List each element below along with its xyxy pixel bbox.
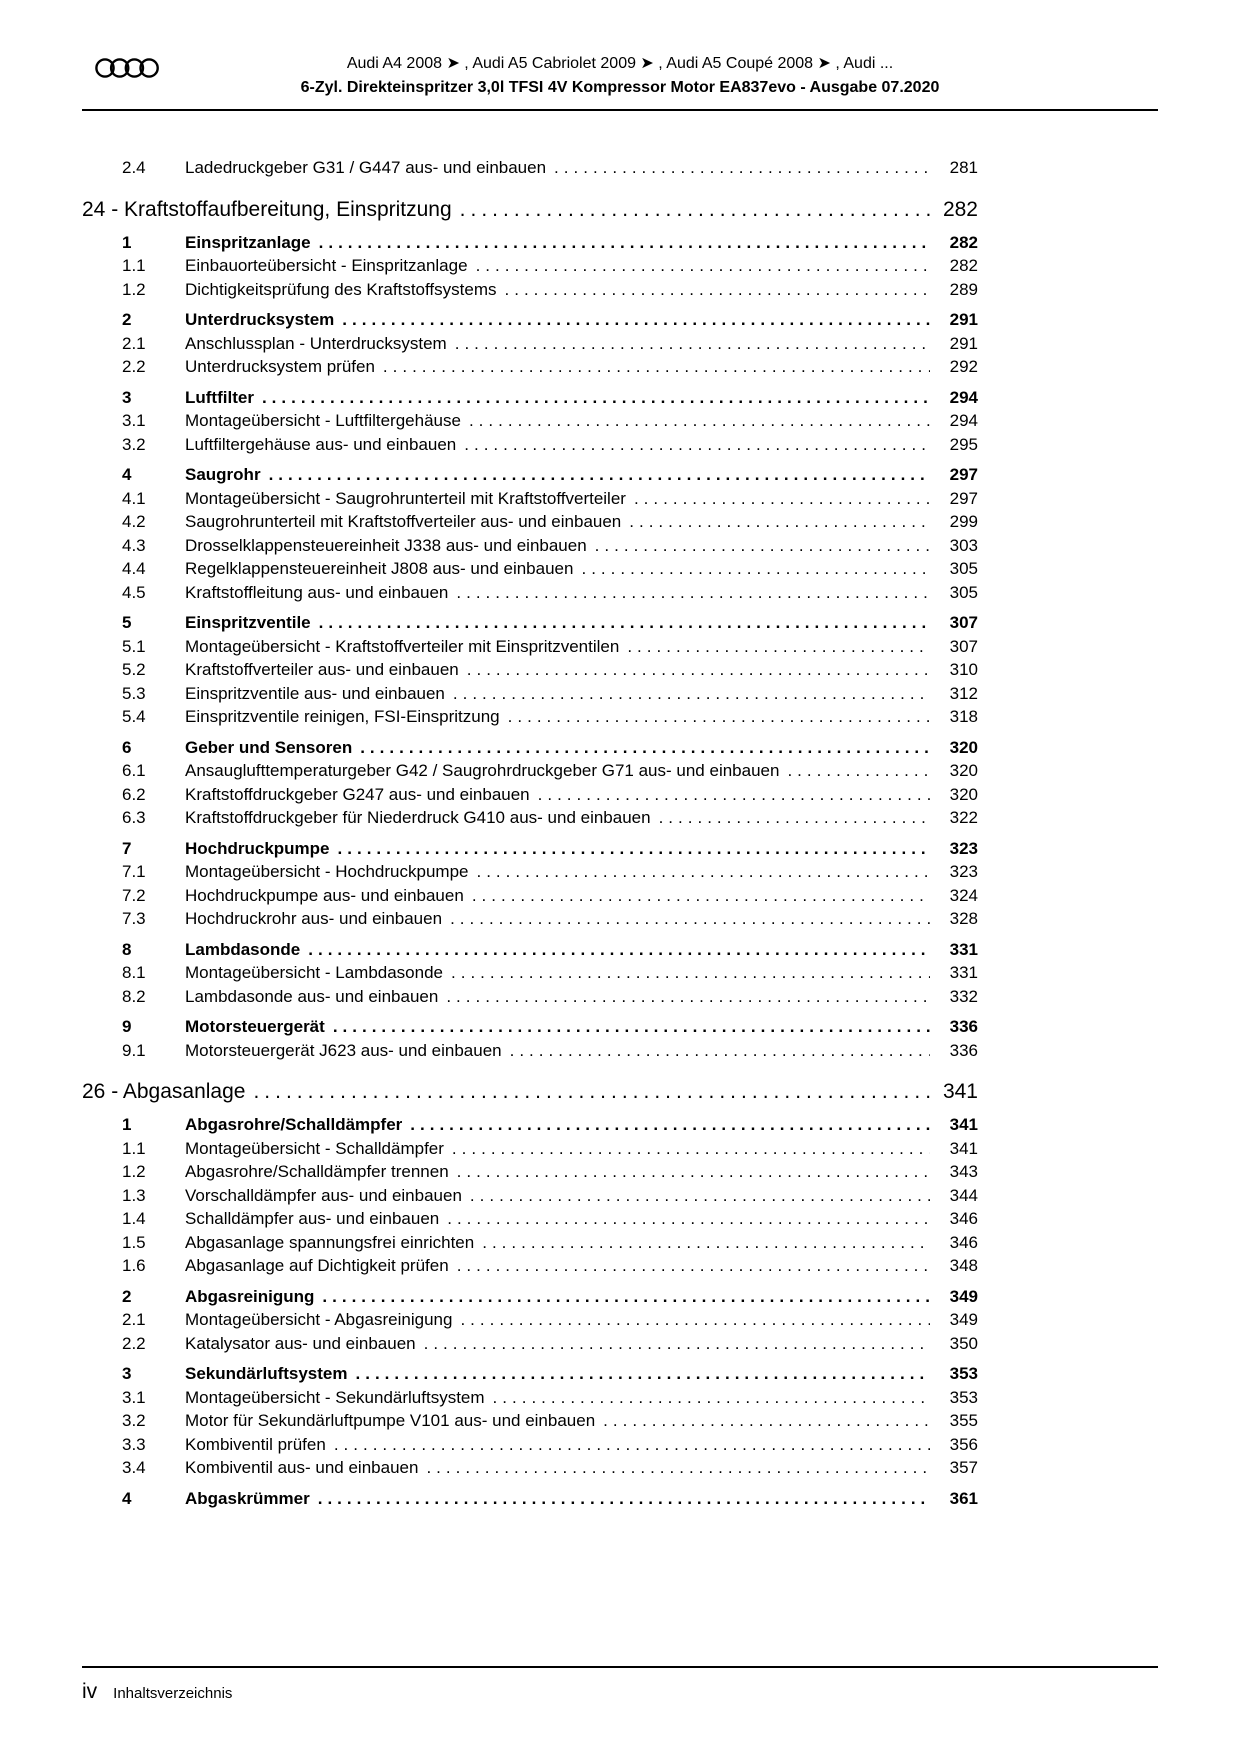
- toc-entry-page: 282: [942, 197, 978, 221]
- toc-entry-page: 303: [949, 535, 978, 555]
- toc-row-sub: [82, 682, 978, 706]
- dot-leader: [554, 156, 930, 180]
- toc-entry-number: 1: [122, 232, 132, 252]
- toc-entry-page: 349: [949, 1310, 978, 1329]
- toc-row-sub: [82, 961, 978, 985]
- toc-entry-page: 343: [949, 1162, 978, 1181]
- toc-entry-title: Katalysator aus- und einbauen: [185, 1333, 416, 1353]
- toc-entry-number: 5.2: [122, 660, 146, 679]
- toc-entry-page: 295: [949, 434, 978, 454]
- dot-leader: [446, 985, 930, 1009]
- toc-row-sub: [82, 759, 978, 783]
- toc-entry-title: Kraftstoffdruckgeber für Niederdruck G410 aus- und einbauen: [185, 808, 651, 827]
- toc-row-sub: [82, 1231, 978, 1255]
- dot-leader: [342, 308, 930, 332]
- dot-leader: [450, 907, 930, 931]
- toc-entry-page: 305: [949, 582, 978, 602]
- dot-leader: [338, 837, 930, 861]
- toc-row-sub: [82, 1160, 978, 1184]
- toc-entry-title: Vorschalldämpfer aus- und einbauen: [185, 1185, 462, 1205]
- toc-entry-page: 346: [949, 1209, 978, 1228]
- toc-entry-page: 320: [949, 737, 978, 757]
- page-footer: [82, 1666, 1158, 1704]
- toc-entry-number: 1.4: [122, 1209, 146, 1228]
- header-engine-line: 6-Zyl. Direkteinspritzer 3,0l TFSI 4V Kompressor Motor EA837evo - Ausgabe 07.2020: [300, 79, 940, 96]
- toc-entry-title: Drosselklappensteuereinheit J338 aus- und einbauen: [185, 535, 587, 555]
- dot-leader: [333, 1015, 930, 1039]
- toc: [82, 156, 978, 1510]
- toc-row-section: [82, 1285, 978, 1309]
- toc-entry-number: 3.2: [122, 1411, 146, 1430]
- toc-entry-number: 1: [122, 1115, 132, 1134]
- header-model-line: Audi A4 2008 ➤ , Audi A5 Cabriolet 2009 ➤ , Audi A5 Coupé 2008 ➤ , Audi ...: [346, 55, 894, 72]
- toc-entry-title: Montageübersicht - Kraftstoffverteiler mit Einspritzventilen: [185, 636, 620, 656]
- toc-entry-title: Einspritzventile: [185, 613, 311, 632]
- toc-entry-page: 353: [949, 1387, 978, 1407]
- toc-entry-number: 7.2: [122, 885, 146, 905]
- dot-leader: [581, 557, 930, 581]
- toc-entry-title: Kombiventil prüfen: [185, 1434, 326, 1454]
- toc-entry-number: 1.2: [122, 1162, 146, 1181]
- dot-leader: [334, 1433, 930, 1457]
- toc-entry-number: 2.1: [122, 333, 146, 353]
- toc-row-section: [82, 736, 978, 760]
- toc-row-sub: [82, 1456, 978, 1480]
- toc-entry-number: 6.3: [122, 808, 146, 827]
- toc-row-sub: [82, 783, 978, 807]
- toc-entry-number: 9: [122, 1017, 132, 1036]
- dot-leader: [322, 1285, 930, 1309]
- dot-leader: [476, 254, 930, 278]
- dot-leader: [460, 195, 930, 224]
- footer-page-number: iv: [82, 1680, 98, 1703]
- toc-entry-page: 292: [949, 357, 978, 376]
- dot-leader: [505, 278, 931, 302]
- dot-leader: [319, 611, 930, 635]
- dot-leader: [269, 463, 930, 487]
- toc-entry-page: 281: [949, 158, 978, 177]
- toc-entry-title: Regelklappensteuereinheit J808 aus- und einbauen: [185, 559, 574, 578]
- toc-entry-number: 7.3: [122, 909, 146, 928]
- toc-row-sub: [82, 884, 978, 908]
- toc-entry-page: 344: [949, 1185, 978, 1205]
- dot-leader: [452, 1137, 930, 1161]
- toc-entry-title: Montageübersicht - Luftfiltergehäuse: [185, 411, 461, 430]
- dot-leader: [467, 658, 930, 682]
- toc-row-sub: [82, 409, 978, 433]
- toc-entry-number: 4: [122, 465, 132, 484]
- toc-row-sub: [82, 487, 978, 511]
- toc-entry-title: Kraftstoffdruckgeber G247 aus- und einbauen: [185, 784, 530, 804]
- toc-entry-number: 4.2: [122, 512, 146, 531]
- toc-row-sub: [82, 1137, 978, 1161]
- toc-row-sub: [82, 557, 978, 581]
- dot-leader: [508, 705, 930, 729]
- dot-leader: [456, 581, 930, 605]
- dot-leader: [464, 433, 930, 457]
- toc-entry-title: Motor für Sekundärluftpumpe V101 aus- und einbauen: [185, 1411, 596, 1430]
- toc-row-section: [82, 463, 978, 487]
- toc-entry-page: 297: [949, 465, 978, 484]
- dot-leader: [318, 1487, 930, 1511]
- toc-entry-page: 312: [949, 683, 978, 703]
- toc-entry-number: 6: [122, 737, 132, 757]
- toc-entry-page: 320: [949, 761, 978, 780]
- toc-entry-number: 3.3: [122, 1434, 146, 1454]
- toc-entry-page: 336: [949, 1040, 978, 1060]
- toc-entry-title: Montageübersicht - Lambdasonde: [185, 963, 443, 982]
- toc-entry-title: Hochdruckpumpe: [185, 838, 330, 858]
- toc-entry-title: Abgasreinigung: [185, 1286, 315, 1306]
- toc-entry-number: 2.4: [122, 158, 146, 177]
- dot-leader: [383, 355, 930, 379]
- toc-row-sub: [82, 635, 978, 659]
- toc-entry-page: 289: [949, 279, 978, 299]
- toc-entry-title: Luftfiltergehäuse aus- und einbauen: [185, 434, 457, 454]
- toc-entry-number: 3: [122, 1364, 132, 1383]
- toc-entry-title: Saugrohrunterteil mit Kraftstoffverteiler aus- und einbauen: [185, 512, 622, 531]
- dot-leader: [472, 884, 930, 908]
- toc-entry-page: 322: [949, 808, 978, 827]
- footer-section-label: Inhaltsverzeichnis: [113, 1685, 233, 1702]
- toc-row-sub: [82, 1207, 978, 1231]
- toc-entry-number: 4.1: [122, 488, 146, 508]
- toc-entry-title: 26 - Abgasanlage: [82, 1080, 246, 1103]
- toc-entry-number: 6.2: [122, 784, 146, 804]
- toc-entry-title: Montageübersicht - Hochdruckpumpe: [185, 862, 469, 881]
- toc-entry-number: 5.1: [122, 636, 146, 656]
- toc-entry-title: Montageübersicht - Saugrohrunterteil mit Kraftstoffverteiler: [185, 488, 626, 508]
- dot-leader: [410, 1113, 930, 1137]
- toc-entry-number: 3: [122, 387, 132, 407]
- toc-row-sub: [82, 806, 978, 830]
- toc-entry-number: 3.2: [122, 434, 146, 454]
- dot-leader: [360, 736, 930, 760]
- toc-entry-page: 341: [942, 1080, 978, 1103]
- toc-entry-page: 291: [949, 310, 978, 329]
- toc-entry-title: Unterdrucksystem prüfen: [185, 357, 375, 376]
- toc-entry-title: Einbauorteübersicht - Einspritzanlage: [185, 256, 468, 275]
- toc-entry-number: 7.1: [122, 862, 146, 881]
- toc-row-section: [82, 308, 978, 332]
- toc-entry-page: 324: [949, 885, 978, 905]
- dot-leader: [455, 332, 930, 356]
- toc-entry-page: 294: [949, 387, 978, 407]
- toc-entry-page: 353: [949, 1364, 978, 1383]
- toc-entry-title: Abgasanlage auf Dichtigkeit prüfen: [185, 1256, 449, 1275]
- toc-entry-page: 323: [949, 862, 978, 881]
- toc-entry-page: 307: [949, 636, 978, 656]
- toc-entry-title: Dichtigkeitsprüfung des Kraftstoffsystems: [185, 279, 497, 299]
- toc-row-sub: [82, 1184, 978, 1208]
- toc-entry-number: 1.1: [122, 256, 146, 275]
- toc-entry-page: 320: [949, 784, 978, 804]
- toc-entry-page: 310: [949, 660, 978, 679]
- dot-leader: [470, 1184, 930, 1208]
- toc-row-section: [82, 1015, 978, 1039]
- toc-row-chapter: [82, 1077, 978, 1106]
- toc-row-section: [82, 231, 978, 255]
- dot-leader: [493, 1386, 930, 1410]
- toc-row-sub: [82, 254, 978, 278]
- toc-entry-page: 282: [949, 232, 978, 252]
- toc-entry-page: 307: [949, 613, 978, 632]
- toc-row-section: [82, 611, 978, 635]
- toc-entry-page: 361: [949, 1488, 978, 1508]
- toc-entry-number: 1.1: [122, 1138, 146, 1158]
- toc-entry-title: Lambdasonde aus- und einbauen: [185, 986, 439, 1006]
- toc-entry-title: Kraftstoffleitung aus- und einbauen: [185, 582, 449, 602]
- dot-leader: [447, 1207, 930, 1231]
- toc-row-sub: [82, 332, 978, 356]
- toc-entry-number: 4.5: [122, 582, 146, 602]
- dot-leader: [627, 635, 930, 659]
- toc-entry-page: 332: [949, 986, 978, 1006]
- toc-entry-title: Motorsteuergerät: [185, 1017, 325, 1036]
- dot-leader: [603, 1409, 930, 1433]
- toc-entry-title: Montageübersicht - Schalldämpfer: [185, 1138, 444, 1158]
- toc-entry-page: 323: [949, 838, 978, 858]
- toc-entry-page: 356: [949, 1434, 978, 1454]
- toc-row-section: [82, 386, 978, 410]
- toc-row-section: [82, 837, 978, 861]
- toc-entry-page: 341: [949, 1115, 978, 1134]
- toc-entry-number: 3.1: [122, 1387, 146, 1407]
- dot-leader: [356, 1362, 931, 1386]
- toc-entry-number: 3.1: [122, 411, 146, 430]
- toc-entry-title: Luftfilter: [185, 387, 254, 407]
- toc-entry-page: 299: [949, 512, 978, 531]
- toc-entry-title: Einspritzanlage: [185, 232, 311, 252]
- toc-entry-title: Sekundärluftsystem: [185, 1364, 348, 1383]
- toc-entry-title: Abgasrohre/Schalldämpfer trennen: [185, 1162, 449, 1181]
- dot-leader: [426, 1456, 930, 1480]
- toc-entry-title: Ladedruckgeber G31 / G447 aus- und einbauen: [185, 158, 547, 177]
- toc-entry-page: 357: [949, 1458, 978, 1477]
- toc-entry-number: 9.1: [122, 1040, 146, 1060]
- toc-entry-page: 305: [949, 559, 978, 578]
- toc-row-section: [82, 1113, 978, 1137]
- toc-entry-page: 331: [949, 963, 978, 982]
- toc-row-sub: [82, 907, 978, 931]
- toc-entry-number: 1.5: [122, 1232, 146, 1252]
- toc-row-section: [82, 1487, 978, 1511]
- toc-entry-title: Montageübersicht - Sekundärluftsystem: [185, 1387, 485, 1407]
- toc-entry-page: 346: [949, 1232, 978, 1252]
- toc-row-sub: [82, 1433, 978, 1457]
- toc-entry-number: 3.4: [122, 1458, 146, 1477]
- toc-entry-title: Saugrohr: [185, 465, 261, 484]
- dot-leader: [634, 487, 930, 511]
- toc-entry-page: 318: [949, 707, 978, 726]
- toc-entry-title: Motorsteuergerät J623 aus- und einbauen: [185, 1040, 502, 1060]
- toc-row-sub: [82, 705, 978, 729]
- audi-rings-logo: [94, 57, 160, 84]
- dot-leader: [629, 510, 930, 534]
- toc-entry-number: 8.1: [122, 963, 146, 982]
- toc-row-sub: [82, 860, 978, 884]
- toc-row-sub: [82, 581, 978, 605]
- dot-leader: [451, 961, 930, 985]
- toc-entry-number: 5: [122, 613, 132, 632]
- toc-entry-title: Anschlussplan - Unterdrucksystem: [185, 333, 447, 353]
- toc-entry-title: Ansauglufttemperaturgeber G42 / Saugrohrdruckgeber G71 aus- und einbauen: [185, 761, 780, 780]
- dot-leader: [424, 1332, 930, 1356]
- toc-row-section: [82, 938, 978, 962]
- toc-entry-title: Unterdrucksystem: [185, 310, 335, 329]
- toc-entry-number: 4: [122, 1488, 132, 1508]
- toc-row-sub: [82, 355, 978, 379]
- toc-row-section: [82, 1362, 978, 1386]
- toc-entry-title: Abgaskrümmer: [185, 1488, 310, 1508]
- toc-entry-title: 24 - Kraftstoffaufbereitung, Einspritzung: [82, 197, 452, 221]
- dot-leader: [453, 682, 930, 706]
- toc-row-sub: [82, 433, 978, 457]
- toc-entry-number: 8.2: [122, 986, 146, 1006]
- toc-entry-title: Einspritzventile reinigen, FSI-Einspritzung: [185, 707, 500, 726]
- toc-entry-title: Abgasrohre/Schalldämpfer: [185, 1115, 403, 1134]
- toc-entry-title: Geber und Sensoren: [185, 737, 353, 757]
- toc-entry-title: Hochdruckrohr aus- und einbauen: [185, 909, 443, 928]
- toc-entry-page: 294: [949, 411, 978, 430]
- dot-leader: [787, 759, 930, 783]
- toc-row-sub: [82, 658, 978, 682]
- toc-entry-title: Kombiventil aus- und einbauen: [185, 1458, 419, 1477]
- dot-leader: [308, 938, 930, 962]
- toc-entry-number: 2.2: [122, 357, 146, 376]
- toc-entry-number: 5.3: [122, 683, 146, 703]
- toc-entry-number: 7: [122, 838, 132, 858]
- toc-entry-page: 349: [949, 1286, 978, 1306]
- toc-entry-number: 2: [122, 1286, 132, 1306]
- toc-entry-title: Montageübersicht - Abgasreinigung: [185, 1310, 453, 1329]
- page-header: [82, 52, 1158, 111]
- toc-entry-title: Kraftstoffverteiler aus- und einbauen: [185, 660, 459, 679]
- dot-leader: [469, 409, 930, 433]
- toc-row-sub: [82, 1386, 978, 1410]
- toc-row-sub: [82, 534, 978, 558]
- toc-entry-number: 8: [122, 939, 132, 959]
- toc-entry-title: Schalldämpfer aus- und einbauen: [185, 1209, 440, 1228]
- toc-row-sub: [82, 1039, 978, 1063]
- toc-entry-number: 4.4: [122, 559, 146, 578]
- toc-entry-title: Lambdasonde: [185, 939, 301, 959]
- toc-entry-title: Abgasanlage spannungsfrei einrichten: [185, 1232, 475, 1252]
- dot-leader: [319, 231, 930, 255]
- toc-entry-number: 2.1: [122, 1310, 146, 1329]
- toc-row-sub: [82, 985, 978, 1009]
- dot-leader: [538, 783, 930, 807]
- toc-entry-page: 282: [949, 256, 978, 275]
- toc-entry-page: 355: [949, 1411, 978, 1430]
- toc-row-sub: [82, 278, 978, 302]
- toc-entry-page: 331: [949, 939, 978, 959]
- dot-leader: [253, 1077, 930, 1106]
- toc-row-sub: [82, 1409, 978, 1433]
- toc-entry-page: 297: [949, 488, 978, 508]
- dot-leader: [457, 1160, 930, 1184]
- toc-row-sub: [82, 1332, 978, 1356]
- toc-entry-page: 328: [949, 909, 978, 928]
- dot-leader: [510, 1039, 930, 1063]
- toc-entry-number: 1.6: [122, 1256, 146, 1275]
- toc-row-sub: [82, 510, 978, 534]
- toc-entry-title: Hochdruckpumpe aus- und einbauen: [185, 885, 464, 905]
- toc-entry-page: 291: [949, 333, 978, 353]
- toc-entry-number: 5.4: [122, 707, 146, 726]
- toc-row-chapter: [82, 195, 978, 224]
- dot-leader: [476, 860, 930, 884]
- toc-entry-number: 2: [122, 310, 132, 329]
- toc-entry-title: Einspritzventile aus- und einbauen: [185, 683, 445, 703]
- dot-leader: [482, 1231, 930, 1255]
- toc-row-sub: [82, 1308, 978, 1332]
- dot-leader: [457, 1254, 930, 1278]
- toc-entry-page: 348: [949, 1256, 978, 1275]
- toc-row-sub: [82, 1254, 978, 1278]
- dot-leader: [460, 1308, 930, 1332]
- toc-entry-page: 350: [949, 1333, 978, 1353]
- toc-entry-number: 1.3: [122, 1185, 146, 1205]
- toc-row-sub: [82, 156, 978, 180]
- toc-entry-number: 1.2: [122, 279, 146, 299]
- dot-leader: [262, 386, 930, 410]
- toc-entry-page: 341: [949, 1138, 978, 1158]
- toc-entry-number: 4.3: [122, 535, 146, 555]
- toc-entry-page: 336: [949, 1017, 978, 1036]
- dot-leader: [595, 534, 930, 558]
- toc-entry-number: 2.2: [122, 1333, 146, 1353]
- dot-leader: [659, 806, 930, 830]
- toc-entry-number: 6.1: [122, 761, 146, 780]
